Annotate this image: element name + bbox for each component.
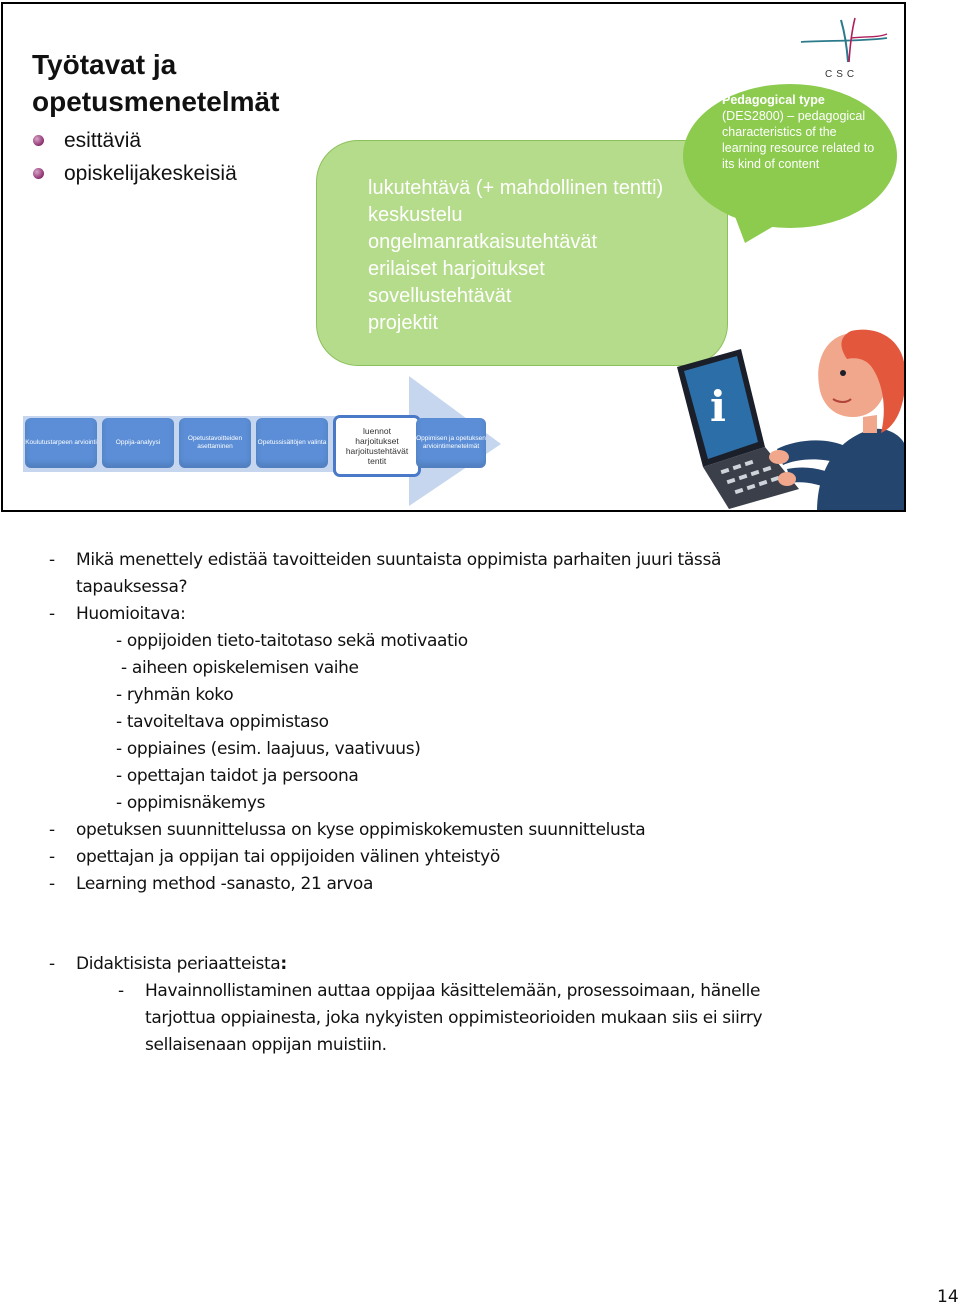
dash: -	[49, 820, 55, 840]
didactic-heading: Didaktisista periaatteista:	[76, 954, 287, 974]
question-line-1: Mikä menettely edistää tavoitteiden suuntaista oppimista parhaiten juuri tässä	[76, 550, 722, 570]
method-item: projektit	[368, 312, 439, 334]
note-point: opettajan ja oppijan tai oppijoiden välinen yhteistyö	[76, 847, 500, 867]
process-step: Oppija-analyysi	[102, 418, 174, 468]
method-item: erilaiset harjoitukset	[368, 258, 545, 280]
question-line-2: tapauksessa?	[76, 577, 188, 597]
process-step: Opetustavoitteiden asettaminen	[179, 418, 251, 468]
speech-bubble-text	[722, 92, 882, 172]
method-item: lukutehtävä (+ mahdollinen tentti)	[368, 177, 664, 199]
process-step-active: luennot harjoitukset harjoitustehtävät tentit	[333, 415, 421, 477]
dash: -	[49, 874, 55, 894]
person-laptop-illustration	[667, 329, 906, 512]
bullet-dot-icon	[33, 168, 44, 179]
consider-item: - oppimisnäkemys	[116, 793, 266, 813]
csc-logo	[795, 16, 891, 78]
consider-item: - oppijoiden tieto-taitotaso sekä motivaatio	[116, 631, 468, 651]
consider-item: - aiheen opiskelemisen vaihe	[116, 658, 359, 678]
consider-item: - opettajan taidot ja persoona	[116, 766, 359, 786]
slide-bullet-list	[33, 124, 237, 190]
consider-item: - ryhmän koko	[116, 685, 234, 705]
didactic-line: Havainnollistaminen auttaa oppijaa käsittelemään, prosessoimaan, hänelle	[145, 981, 761, 1001]
info-letter: i	[710, 382, 726, 431]
dash: -	[49, 604, 55, 624]
method-item: keskustelu	[368, 204, 463, 226]
consider-item: - tavoiteltava oppimistaso	[116, 712, 329, 732]
dash: -	[49, 550, 55, 570]
methods-list	[368, 175, 663, 337]
process-step: Opetussisältöjen valinta	[256, 418, 328, 468]
didactic-line: tarjottua oppiainesta, joka nykyisten oppimisteorioiden mukaan siis ei siirry	[145, 1008, 763, 1028]
bubble-body-text: (DES2800) – pedagogical characteristics of the learning resource related to its kind of content	[722, 109, 875, 171]
slide-bullet: esittäviä	[33, 124, 237, 157]
process-step: Oppimisen ja opetuksen arviointimenetelmät	[416, 418, 486, 468]
csc-logo-text: CSC	[825, 69, 859, 78]
slide-title	[32, 46, 279, 120]
dash: -	[118, 981, 124, 1001]
consider-label: Huomioitava:	[76, 604, 186, 624]
bullet-dot-icon	[33, 135, 44, 146]
note-point: Learning method -sanasto, 21 arvoa	[76, 874, 374, 894]
consider-item: - oppiaines (esim. laajuus, vaativuus)	[116, 739, 421, 759]
slide-title-line2: opetusmenetelmät	[32, 86, 280, 117]
page-number: 14	[937, 1287, 959, 1307]
bubble-bold-text: Pedagogical type	[722, 93, 825, 107]
dash: -	[49, 954, 55, 974]
method-item: sovellustehtävät	[368, 285, 512, 307]
slide-bullet: opiskelijakeskeisiä	[33, 157, 237, 190]
dash: -	[49, 847, 55, 867]
slide-image	[1, 2, 906, 512]
didactic-line: sellaisenaan oppijan muistiin.	[145, 1035, 387, 1055]
note-point: opetuksen suunnittelussa on kyse oppimiskokemusten suunnittelusta	[76, 820, 646, 840]
process-step: Koulutustarpeen arviointi	[25, 418, 97, 468]
slide-title-line1: Työtavat ja	[32, 49, 177, 80]
method-item: ongelmanratkaisutehtävät	[368, 231, 598, 253]
